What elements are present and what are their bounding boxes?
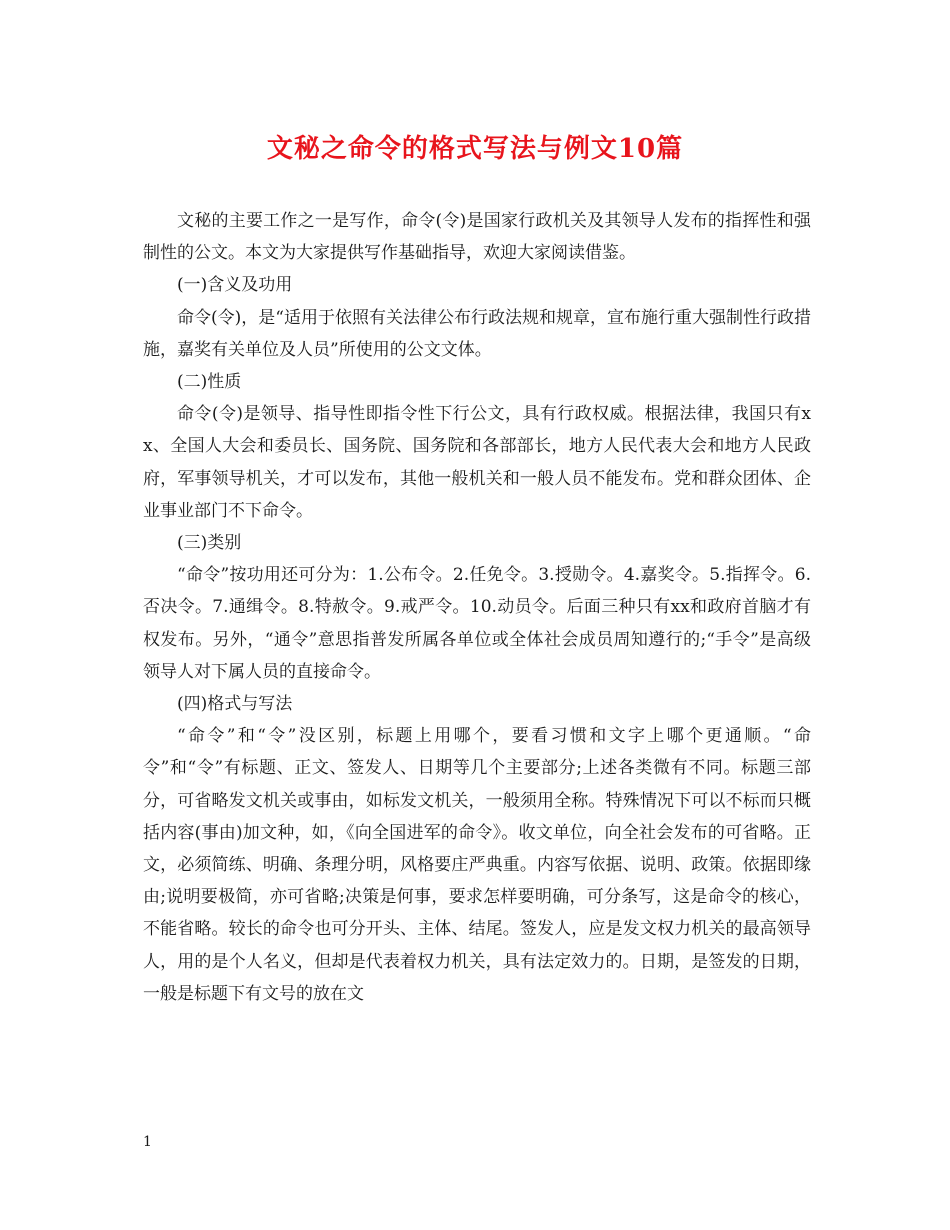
- paragraph-intro: 文秘的主要工作之一是写作，命令(令)是国家行政机关及其领导人发布的指挥性和强制性的公文。本文为大家提供写作基础指导，欢迎大家阅读借鉴。: [143, 211, 811, 264]
- paragraph-format: “命令”和“令”没区别，标题上用哪个，要看习惯和文字上哪个更通顺。“命令”和“令”有标题、正文、签发人、日期等几个主要部分;上述各类微有不同。标题三部分，可省略发文机关或事由，如标发文机关，一般须用全称。特殊情况下可以不标而只概括内容(事由)加文种，如，《向全国进军的命令》。收文单位，向全社会发布的可省略。正文，必须简练、明确、条理分明，风格要庄严典重。内容写依据、说明、政策。依据即缘由;说明要极简，亦可省略;决策是何事，要求怎样要明确，可分条写，这是命令的核心，不能省略。较长的命令也可分开头、主体、结尾。签发人，应是发文权力机关的最高领导人，用的是个人名义，但却是代表着权力机关，具有法定效力的。日期，是签发的日期，一般是标题下有文号的放在文: [143, 726, 811, 1004]
- document-title: 文秘之命令的格式写法与例文10篇: [266, 134, 684, 164]
- section-heading-category: (三)类别: [177, 533, 242, 554]
- document-body: [143, 205, 811, 1010]
- section-heading-format: (四)格式与写法: [177, 694, 293, 715]
- paragraph-category: “命令”按功用还可分为：1.公布令。2.任免令。3.授勋令。4.嘉奖令。5.指挥令。6.否决令。7.通缉令。8.特赦令。9.戒严令。10.动员令。后面三种只有xx和政府首脑才有权发布。另外，“通令”意思指普发所属各单位或全体社会成员周知遵行的;“手令”是高级领导人对下属人员的直接命令。: [143, 565, 811, 682]
- paragraph-nature: 命令(令)是领导、指导性即指令性下行公文，具有行政权威。根据法律，我国只有xx、全国人大会和委员长、国务院、国务院和各部部长，地方人民代表大会和地方人民政府，军事领导机关，才可以发布，其他一般机关和一般人员不能发布。党和群众团体、企业事业部门不下命令。: [143, 404, 811, 521]
- section-heading-nature: (二)性质: [177, 372, 242, 393]
- paragraph-meaning: 命令(令)，是“适用于依照有关法律公布行政法规和规章，宣布施行重大强制性行政措施，嘉奖有关单位及人员”所使用的公文文体。: [143, 307, 811, 360]
- page-number: 1: [143, 1134, 152, 1150]
- section-heading-meaning: (一)含义及功用: [177, 275, 293, 296]
